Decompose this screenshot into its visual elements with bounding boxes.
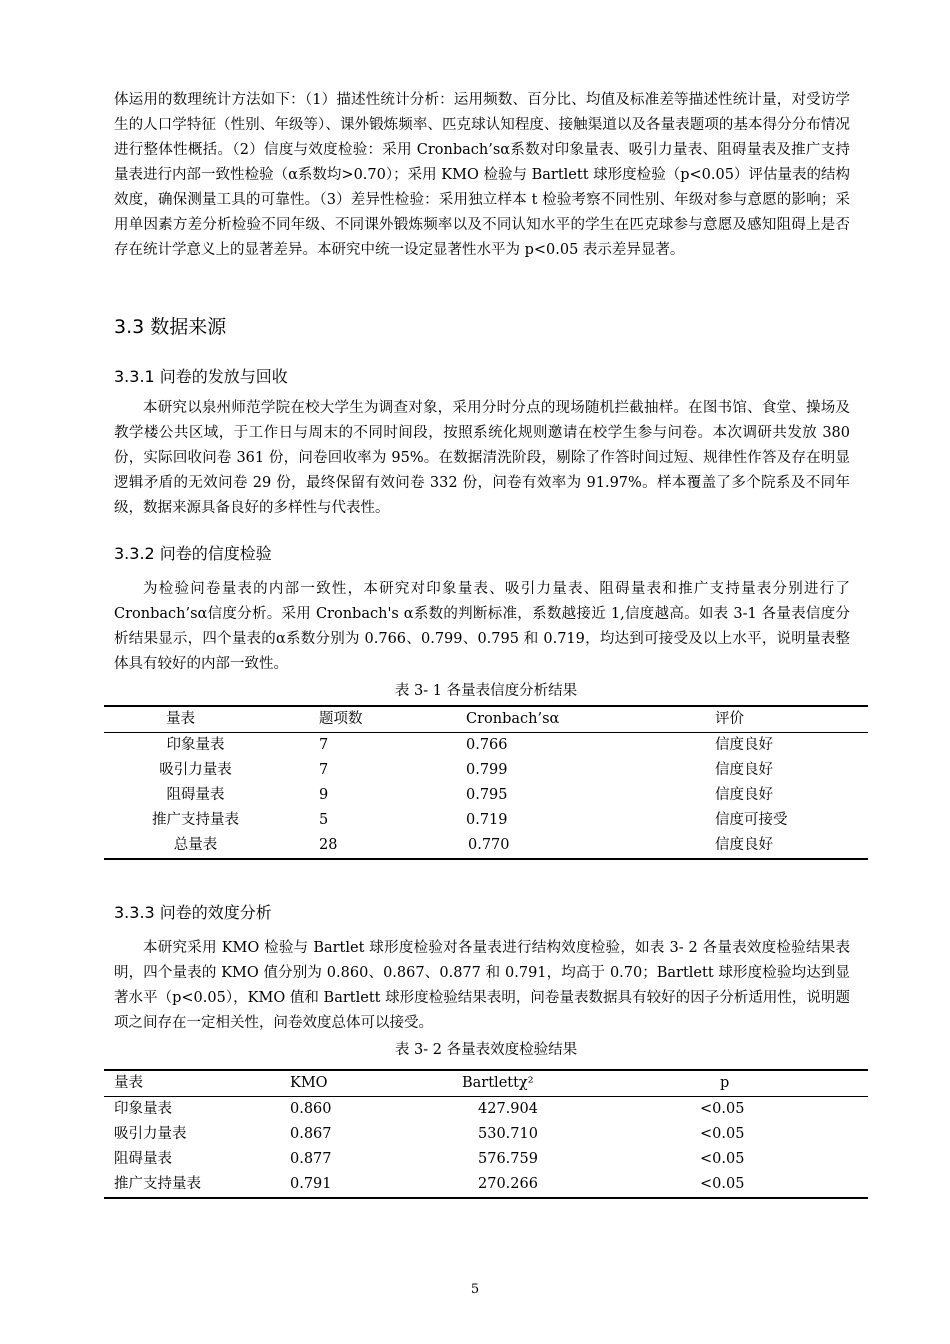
table-cell: 270.266 — [478, 1176, 538, 1192]
table-row — [104, 833, 868, 859]
table-header-row — [104, 706, 868, 733]
table-cell: 吸引力量表 — [114, 1126, 187, 1142]
table-cell: 0.877 — [290, 1151, 332, 1167]
table-cell: 信度良好 — [715, 837, 773, 853]
table-cell: 总量表 — [173, 837, 218, 853]
subsection-heading: 3.3.3 问卷的效度分析 — [114, 903, 272, 922]
table-cell: <0.05 — [700, 1151, 745, 1167]
table-row — [104, 758, 868, 783]
section-heading: 3.3 数据来源 — [114, 316, 227, 338]
table-cell: <0.05 — [700, 1126, 745, 1142]
table-cell: 576.759 — [478, 1151, 538, 1167]
section-3-3 — [114, 313, 850, 341]
table-header-cell: 题项数 — [287, 706, 444, 733]
table-cell: 信度良好 — [715, 787, 773, 803]
table-row — [104, 783, 868, 808]
intro-paragraph: 体运用的数理统计方法如下：（1）描述性统计分析：运用频数、百分比、均值及标准差等描述性统计量，对受访学生的人口学特征（性别、年级等）、课外锻炼频率、匹克球认知程度、接触渠道以及各量表题项的基本得分分布情况进行整体性概括。（2）信度与效度检验：采用 Cronbach’sα系数对印象量表、吸引力量表、阻碍量表及推广支持量表进行内部一致性检验（α系数均>0.70）；采用 KMO 检验与 Bartlett 球形度检验（p<0.05）评估量表的结构效度，确保测量工具的可靠性。（3）差异性检验：采用独立样本 t 检验考察不同性别、年级对参与意愿的影响；采用单因素方差分析检验不同年级、不同课外锻炼频率以及不同认知水平的学生在匹克球参与意愿及感知阻碍上是否存在统计学意义上的显著差异。本研究中统一设定显著性水平为 p<0.05 表示差异显著。 — [114, 92, 850, 258]
table-cell: 0.719 — [466, 812, 508, 828]
subsection-paragraph: 本研究以泉州师范学院在校大学生为调查对象，采用分时分点的现场随机拦截抽样。在图书馆、食堂、操场及教学楼公共区域，于工作日与周末的不同时间段，按照系统化规则邀请在校学生参与问卷。本次调研共发放 380 份，实际回收问卷 361 份，问卷回收率为 95%。在数据清洗阶段，剔除了作答时间过短、规律性作答及存在明显逻辑矛盾的无效问卷 29 份，最终保留有效问卷 332 份，问卷有效率为 91.97%。样本覆盖了多个院系及不同年级，数据来源具备良好的多样性与代表性。 — [114, 400, 850, 516]
table-cell: 530.710 — [478, 1126, 538, 1142]
table-cell: 0.766 — [466, 737, 508, 753]
table-cell: 28 — [319, 837, 338, 853]
table-cell: 信度良好 — [715, 762, 773, 778]
subsection-paragraph: 本研究采用 KMO 检验与 Bartlet 球形度检验对各量表进行结构效度检验，如表 3- 2 各量表效度检验结果表明，四个量表的 KMO 值分别为 0.860、0.867、0.877 和 0.791，均高于 0.70；Bartlett 球形度检验均达到显著水平（p<0.05），KMO 值和 Bartlett 球形度检验结果表明，问卷量表数据具有较好的因子分析适用性，说明题项之间存在一定相关性，问卷效度总体可以接受。 — [114, 940, 850, 1031]
table-row — [104, 1147, 868, 1172]
subsection-heading: 3.3.1 问卷的发放与回收 — [114, 367, 288, 386]
table-caption: 表 3- 2 各量表效度检验结果 — [394, 1042, 578, 1058]
reliability-table — [104, 705, 868, 860]
table-cell: 427.904 — [478, 1101, 538, 1117]
subsection-heading: 3.3.2 问卷的信度检验 — [114, 544, 272, 563]
table-header-cell: 量表 — [104, 706, 287, 733]
table-header-cell: 评价 — [689, 706, 868, 733]
validity-table — [104, 1069, 868, 1199]
table-cell: 阻碍量表 — [114, 1151, 172, 1167]
table-cell: 信度良好 — [715, 737, 773, 753]
table-cell: 0.867 — [290, 1126, 332, 1142]
table-cell: 推广支持量表 — [152, 812, 239, 828]
table-cell: 信度可接受 — [715, 812, 788, 828]
table-row — [104, 733, 868, 759]
table-row — [104, 1172, 868, 1198]
table-cell: 7 — [319, 762, 329, 778]
table-cell: 吸引力量表 — [159, 762, 232, 778]
table-cell: 0.860 — [290, 1101, 332, 1117]
table-header-cell: p — [662, 1070, 868, 1097]
table-cell: 7 — [319, 737, 329, 753]
table-header-cell: 量表 — [104, 1070, 280, 1097]
table-cell: 0.791 — [290, 1176, 332, 1192]
table-header-cell: KMO — [280, 1070, 430, 1097]
table-cell: <0.05 — [700, 1101, 745, 1117]
table-cell: 印象量表 — [166, 737, 225, 753]
table-cell: 5 — [319, 812, 329, 828]
subsection-3-3-2 — [114, 542, 850, 677]
table-header-cell: Cronbach’sα — [444, 706, 689, 733]
table-cell: <0.05 — [700, 1176, 745, 1192]
table-cell: 0.770 — [468, 837, 510, 853]
table-cell: 推广支持量表 — [114, 1176, 201, 1192]
table-row — [104, 1097, 868, 1123]
subsection-paragraph: 为检验问卷量表的内部一致性，本研究对印象量表、吸引力量表、阻碍量表和推广支持量表分别进行了 Cronbach’sα信度分析。采用 Cronbach's α系数的判断标准，系数越接近 1,信度越高。如表 3-1 各量表信度分析结果显示，四个量表的α系数分别为 0.766、0.799、0.795 和 0.719，均达到可接受及以上水平，说明量表整体具有较好的内部一致性。 — [114, 581, 850, 672]
page-number: 5 — [470, 1282, 480, 1297]
table-cell: 9 — [319, 787, 329, 803]
table-header-row — [104, 1070, 868, 1097]
table-header-cell: Bartlettχ² — [430, 1070, 662, 1097]
intro-block — [114, 88, 850, 263]
subsection-3-3-3 — [114, 901, 850, 1036]
table-cell: 阻碍量表 — [166, 787, 225, 803]
table-caption: 表 3- 1 各量表信度分析结果 — [394, 683, 578, 699]
table-row — [104, 808, 868, 833]
table-row — [104, 1122, 868, 1147]
table-cell: 印象量表 — [114, 1101, 172, 1117]
table-cell: 0.799 — [466, 762, 508, 778]
subsection-3-3-1 — [114, 365, 850, 521]
table-cell: 0.795 — [466, 787, 508, 803]
